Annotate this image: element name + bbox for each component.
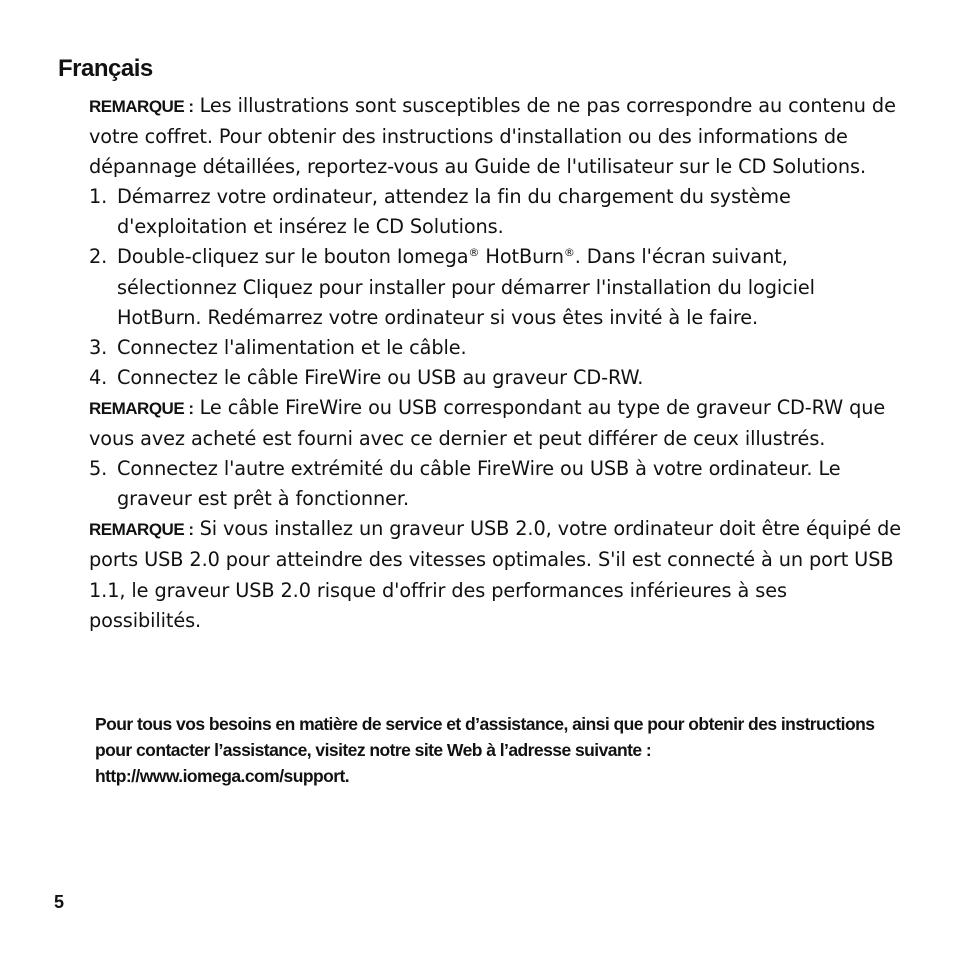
step-text: . Dans l'écran suivant, sélectionnez Cliquez pour installer pour démarrer l'installation du logiciel HotBurn. Redémarrez votre ordinateur si vous êtes invité à le faire. [117,245,815,329]
step-text: Connectez l'autre extrémité du câble FireWire ou USB à votre ordinateur. Le graveur est prêt à fonctionner. [117,457,841,511]
step-text: Connectez le câble FireWire ou USB au graveur CD-RW. [117,365,644,389]
step-number: 3. [89,335,108,359]
note-text: Si vous installez un graveur USB 2.0, votre ordinateur doit être équipé de ports USB 2.0 pour atteindre des vitesses optimales. S'il est connecté à un port USB 1.1, le graveur USB 2.0 risque d'offrir des performances inférieures à ses possibilités. [89,517,902,632]
step-item-1 [89,182,904,242]
page-title: Français [58,55,153,82]
note-text: Les illustrations sont susceptibles de ne pas correspondre au contenu de votre coffret. Pour obtenir des instructions d'installation ou des informations de dépannage détaillées, reportez-vous au Guide de l'utilisateur sur le CD Solutions. [89,94,896,179]
step-text: Double-cliquez sur le bouton Iomega [117,245,469,269]
step-number: 4. [89,365,108,389]
note-paragraph-2 [89,393,904,454]
support-notice: Pour tous vos besoins en matière de service et d’assistance, ainsi que pour obtenir des instructions pour contacter l’assistance, visitez notre site Web à l’adresse suivante : http://www.iomega.com/support. [95,714,875,786]
note-label: REMARQUE : [89,97,194,116]
steps-list [89,182,904,393]
step-number: 2. [89,245,108,269]
main-content [89,91,904,636]
steps-list-continued [89,454,904,514]
step-item-5 [89,454,904,514]
note-paragraph-1 [89,91,904,182]
registered-mark: ® [468,246,480,260]
step-number: 5. [89,457,108,481]
step-text: Connectez l'alimentation et le câble. [117,335,467,359]
step-item-2 [89,242,904,332]
registered-mark: ® [563,246,575,260]
step-text: HotBurn [479,245,564,269]
page-number: 5 [54,892,65,912]
note-label: REMARQUE : [89,398,194,418]
step-item-3 [89,333,904,363]
note-label: REMARQUE : [89,520,194,540]
note-paragraph-3 [89,514,904,635]
step-text: Démarrez votre ordinateur, attendez la fin du chargement du système d'exploitation et insérez le CD Solutions. [117,185,791,239]
step-item-4 [89,363,904,393]
note-text: Le câble FireWire ou USB correspondant au type de graveur CD-RW que vous avez acheté est fourni avec ce dernier et peut différer de ceux illustrés. [89,395,886,451]
step-number: 1. [89,185,108,209]
